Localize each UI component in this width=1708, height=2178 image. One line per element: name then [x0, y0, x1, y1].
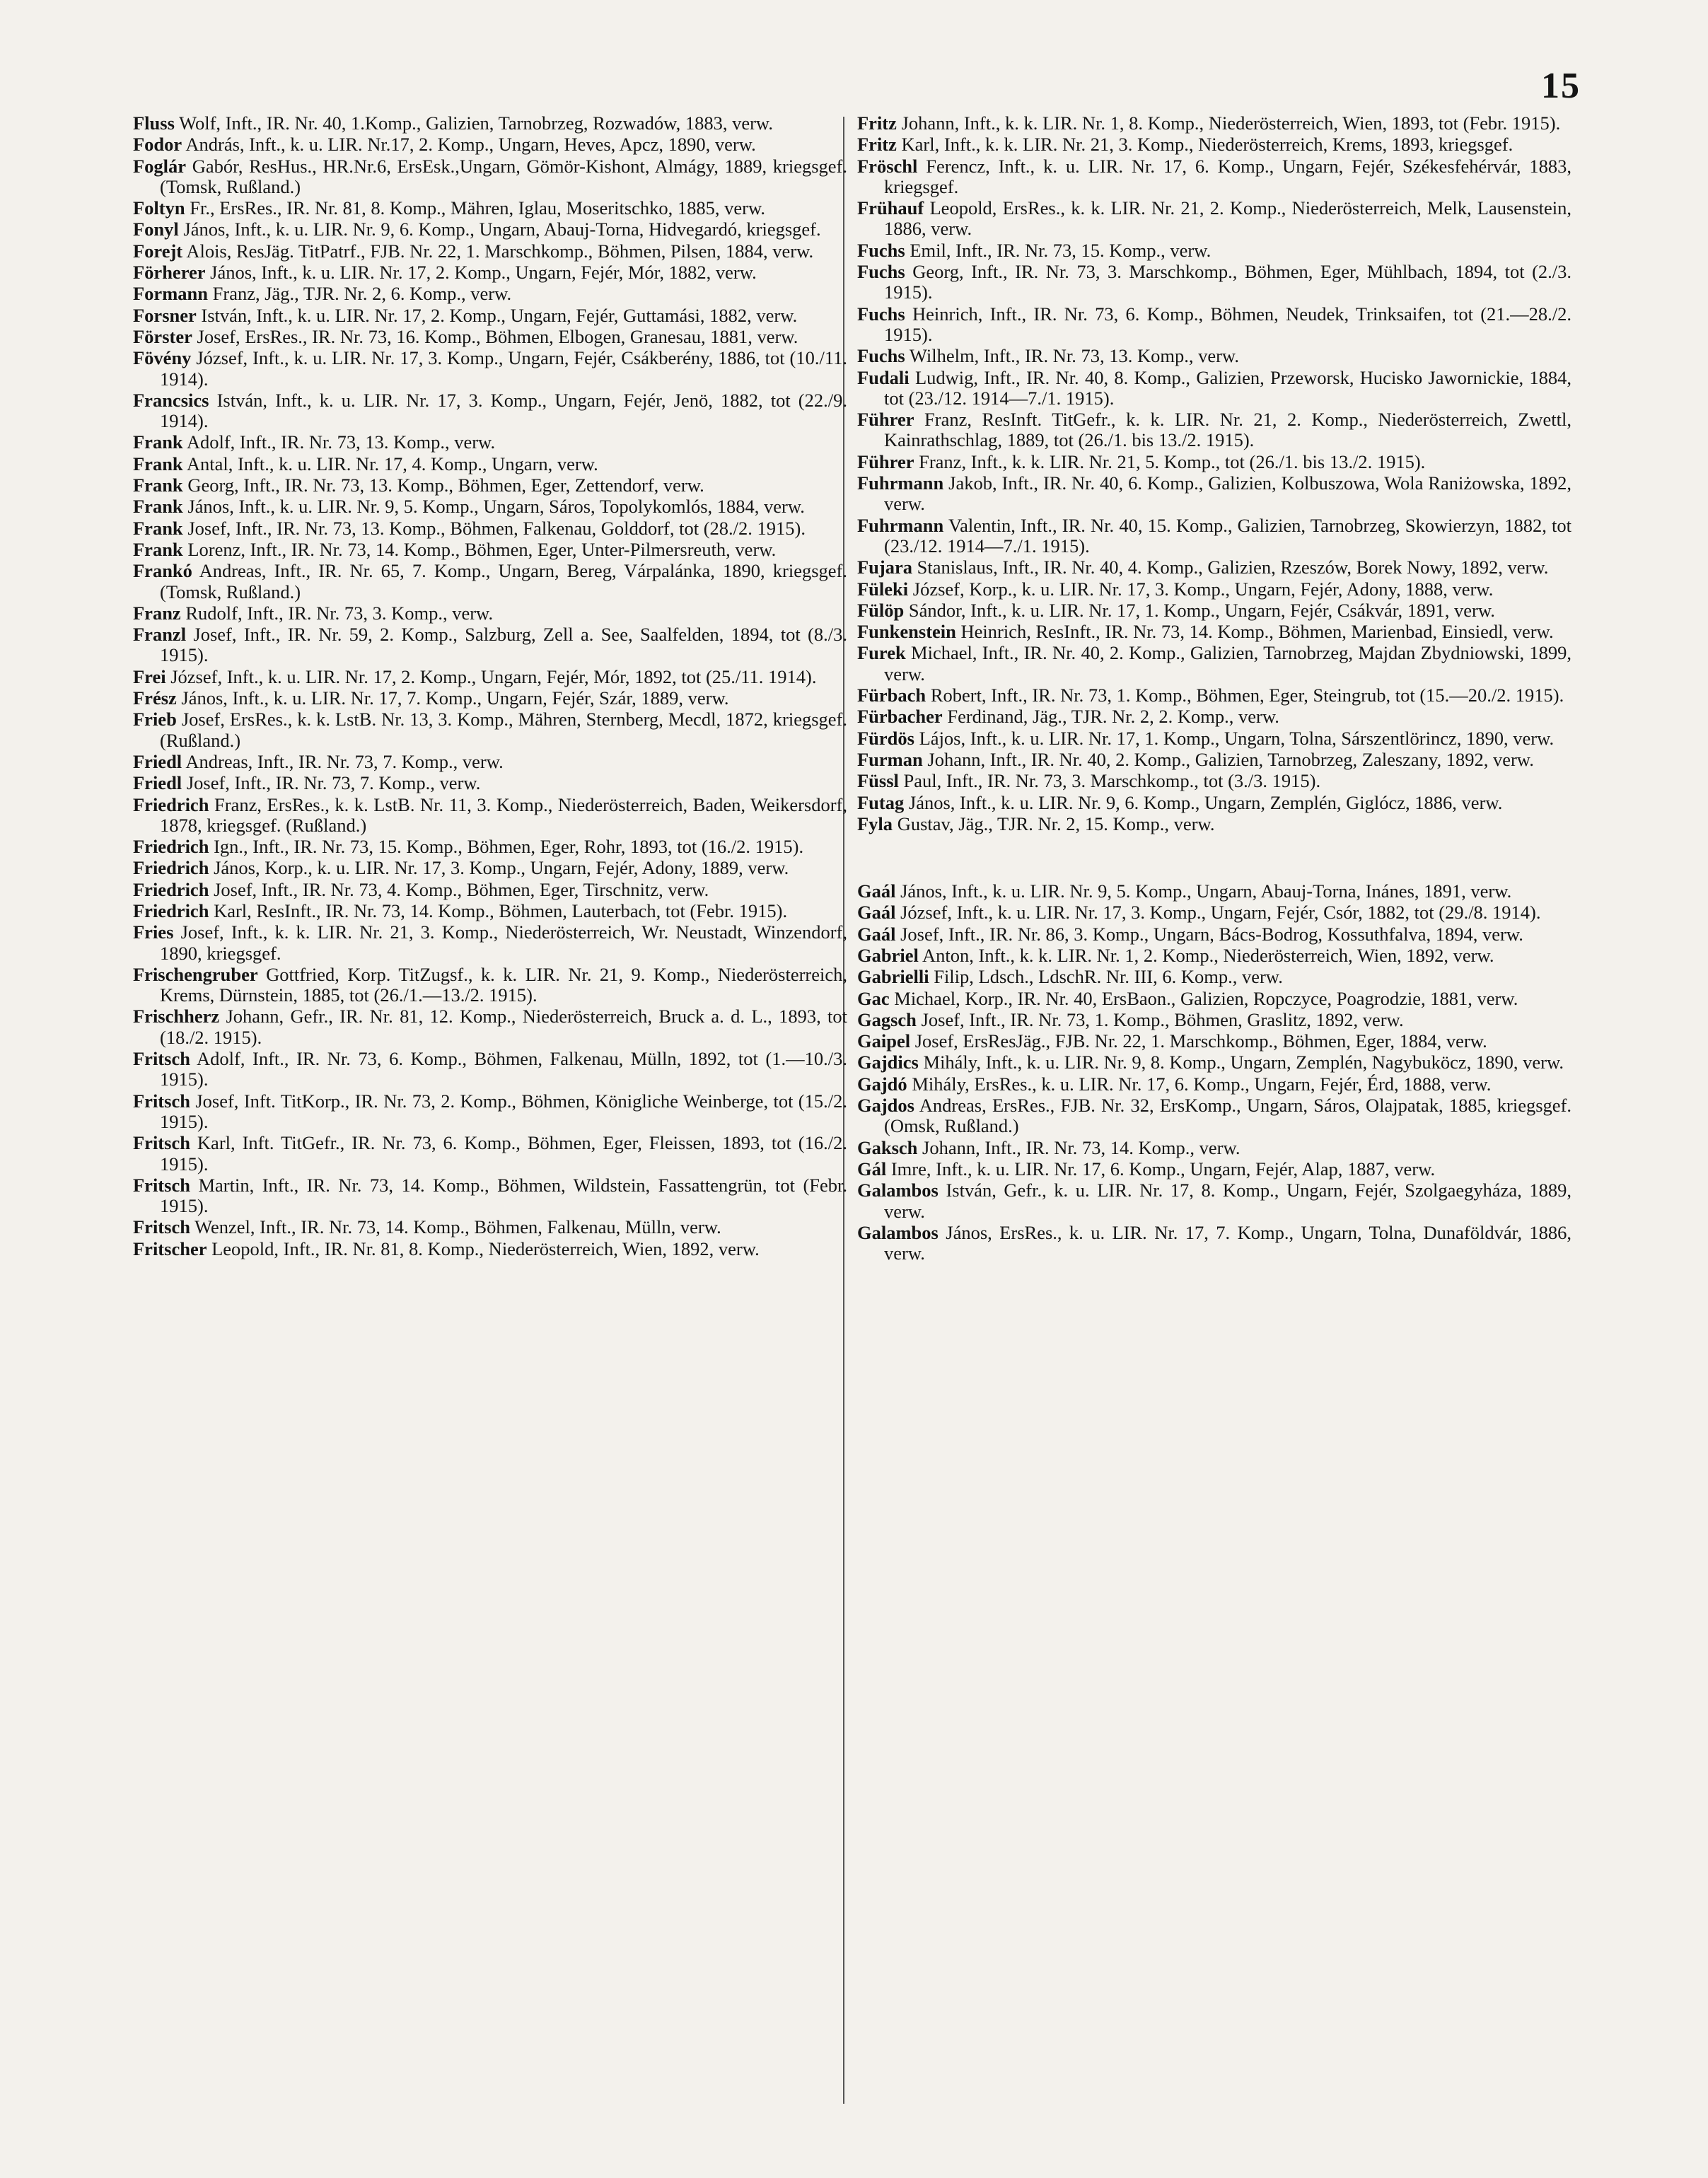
entry-surname: Füleki — [857, 578, 909, 600]
register-entry — [857, 1074, 1572, 1095]
entry-details: Franz, Inft., k. k. LIR. Nr. 21, 5. Komp., tot (26./1. bis 13./2. 1915). — [919, 450, 1426, 472]
entry-surname: Galambos — [857, 1180, 939, 1201]
entry-surname: Gaál — [857, 880, 896, 902]
entry-surname: Fövény — [133, 347, 192, 369]
entry-details: János, Inft., k. u. LIR. Nr. 9, 6. Komp., Ungarn, Zemplén, Giglócz, 1886, verw. — [908, 791, 1503, 813]
entry-surname: Fuchs — [857, 345, 905, 367]
register-entry — [857, 622, 1572, 642]
register-entry — [133, 1239, 847, 1259]
register-entry — [857, 579, 1572, 600]
entry-surname: Fudali — [857, 366, 910, 388]
register-entry — [133, 1175, 847, 1217]
register-entry — [857, 1031, 1572, 1052]
entry-surname: Frühauf — [857, 197, 924, 219]
register-entry — [133, 390, 847, 432]
register-entry — [133, 305, 847, 326]
entry-details: Karl, ResInft., IR. Nr. 73, 14. Komp., Böhmen, Lauterbach, tot (Febr. 1915). — [214, 899, 788, 921]
entry-surname: Frank — [133, 496, 183, 518]
entry-surname: Fuhrmann — [857, 472, 944, 494]
entry-details: András, Inft., k. u. LIR. Nr.17, 2. Komp., Ungarn, Heves, Apcz, 1890, verw. — [185, 134, 756, 156]
entry-details: Ign., Inft., IR. Nr. 73, 15. Komp., Böhmen, Eger, Rohr, 1893, tot (16./2. 1915). — [214, 836, 804, 858]
entry-details: Jakob, Inft., IR. Nr. 40, 6. Komp., Galizien, Kolbuszowa, Wola Raniżowska, 1892, verw. — [884, 472, 1572, 515]
entry-details: Heinrich, ResInft., IR. Nr. 73, 14. Komp., Böhmen, Marienbad, Einsiedl, verw. — [960, 621, 1554, 643]
entry-surname: Fuhrmann — [857, 514, 944, 536]
register-entry — [133, 198, 847, 219]
register-entry — [133, 432, 847, 453]
register-entry — [857, 1010, 1572, 1030]
register-entry — [857, 685, 1572, 706]
entry-surname: Friedrich — [133, 878, 209, 900]
register-entry — [133, 795, 847, 837]
register-entry — [133, 901, 847, 921]
entry-surname: Fries — [133, 921, 174, 943]
entry-surname: Funkenstein — [857, 621, 956, 643]
register-entry — [857, 240, 1572, 261]
register-entry — [857, 706, 1572, 727]
entry-surname: Fuchs — [857, 239, 905, 261]
entry-details: János, ErsRes., k. u. LIR. Nr. 17, 7. Komp., Ungarn, Tolna, Dunaföldvár, 1886, verw. — [884, 1221, 1572, 1264]
entry-details: József, Inft., k. u. LIR. Nr. 17, 3. Komp., Ungarn, Fejér, Csór, 1882, tot (29./8. 1914). — [900, 902, 1541, 924]
register-entry — [857, 113, 1572, 134]
register-entry — [857, 262, 1572, 303]
entry-details: Anton, Inft., k. k. LIR. Nr. 1, 2. Komp., Niederösterreich, Wien, 1892, verw. — [922, 944, 1494, 966]
entry-details: Lorenz, Inft., IR. Nr. 73, 14. Komp., Böhmen, Eger, Unter-Pilmersreuth, verw. — [187, 538, 777, 560]
register-entry — [857, 728, 1572, 749]
entry-surname: Gaál — [857, 902, 896, 924]
entry-surname: Franz — [133, 602, 181, 624]
register-entry — [133, 1006, 847, 1048]
entry-details: Leopold, Inft., IR. Nr. 81, 8. Komp., Niederösterreich, Wien, 1892, verw. — [211, 1238, 760, 1259]
entry-surname: Futag — [857, 791, 905, 813]
register-entry — [133, 1133, 847, 1175]
entry-surname: Franzl — [133, 624, 187, 646]
register-entry — [133, 561, 847, 602]
entry-surname: Fritsch — [133, 1048, 190, 1070]
register-entry — [133, 603, 847, 624]
entry-details: Adolf, Inft., IR. Nr. 73, 13. Komp., verw. — [186, 431, 496, 453]
entry-surname: Fujara — [857, 557, 913, 578]
entry-details: Lájos, Inft., k. u. LIR. Nr. 17, 1. Komp., Ungarn, Tolna, Sárszentlörincz, 1890, verw. — [919, 727, 1555, 749]
entry-surname: Gaál — [857, 923, 896, 945]
register-entry — [857, 793, 1572, 813]
entry-details: Johann, Inft., IR. Nr. 73, 14. Komp., verw. — [922, 1136, 1241, 1158]
entry-surname: Gajdos — [857, 1095, 914, 1117]
register-entry — [133, 113, 847, 134]
entry-details: Leopold, ErsRes., k. k. LIR. Nr. 21, 2. Komp., Niederösterreich, Melk, Lausenstein, 1886, verw. — [884, 197, 1572, 240]
entry-details: Josef, Inft., k. k. LIR. Nr. 21, 3. Komp., Niederösterreich, Wr. Neustadt, Winzendorf, 1890, kriegsgef. — [160, 921, 847, 964]
register-entry — [133, 241, 847, 262]
entry-details: Fr., ErsRes., IR. Nr. 81, 8. Komp., Mähren, Iglau, Moseritschko, 1885, verw. — [190, 197, 766, 219]
entry-surname: Fritz — [857, 134, 897, 156]
entry-surname: Frész — [133, 687, 177, 709]
entry-details: Josef, ErsRes., IR. Nr. 73, 16. Komp., Böhmen, Elbogen, Granesau, 1881, verw. — [197, 325, 798, 347]
entry-details: Wenzel, Inft., IR. Nr. 73, 14. Komp., Böhmen, Falkenau, Mülln, verw. — [194, 1216, 721, 1238]
register-entry — [857, 346, 1572, 366]
register-entry — [133, 1091, 847, 1133]
entry-details: Andreas, Inft., IR. Nr. 65, 7. Komp., Ungarn, Bereg, Várpalánka, 1890, kriegsgef. (Tomsk, Rußland.) — [160, 560, 847, 602]
page-number: 15 — [1541, 66, 1581, 106]
register-entry — [857, 1159, 1572, 1180]
entry-surname: Frank — [133, 453, 183, 474]
entry-details: Heinrich, Inft., IR. Nr. 73, 6. Komp., Böhmen, Neudek, Trinksaifen, tot (21.—28./2. 1915). — [884, 303, 1572, 345]
entry-details: Ferdinand, Jäg., TJR. Nr. 2, 2. Komp., verw. — [947, 706, 1279, 728]
entry-details: Emil, Inft., IR. Nr. 73, 15. Komp., verw. — [910, 239, 1212, 261]
entry-surname: Frischengruber — [133, 963, 258, 985]
register-entry — [857, 814, 1572, 834]
entry-details: Johann, Inft., IR. Nr. 40, 2. Komp., Galizien, Tarnobrzeg, Zaleszany, 1892, verw. — [927, 748, 1534, 770]
entry-surname: Förherer — [133, 262, 206, 284]
entry-surname: Galambos — [857, 1221, 939, 1243]
entry-surname: Gabrielli — [857, 966, 929, 988]
register-entry — [857, 924, 1572, 945]
register-entry — [857, 1180, 1572, 1222]
entry-details: Ludwig, Inft., IR. Nr. 40, 8. Komp., Galizien, Przeworsk, Hucisko Jawornickie, 1884, tot (23./12. 1914—7./1. 1915). — [884, 366, 1572, 409]
entry-details: Josef, Inft., IR. Nr. 73, 1. Komp., Böhmen, Graslitz, 1892, verw. — [921, 1008, 1404, 1030]
entry-details: Martin, Inft., IR. Nr. 73, 14. Komp., Böhmen, Wildstein, Fassattengrün, tot (Febr. 1915). — [160, 1174, 848, 1217]
entry-details: Franz, ErsRes., k. k. LstB. Nr. 11, 3. Komp., Niederösterreich, Baden, Weikersdorf, 1878, kriegsgef. (Rußland.) — [160, 793, 847, 836]
register-entry — [857, 452, 1572, 472]
entry-surname: Gaipel — [857, 1030, 911, 1052]
register-entry — [857, 945, 1572, 966]
entry-details: József, Korp., k. u. LIR. Nr. 17, 3. Komp., Ungarn, Fejér, Adony, 1888, verw. — [912, 578, 1494, 600]
entry-details: János, Inft., k. u. LIR. Nr. 9, 5. Komp., Ungarn, Abauj-Torna, Inánes, 1891, verw. — [900, 880, 1512, 902]
register-entry — [133, 219, 847, 240]
entry-surname: Gajdó — [857, 1073, 907, 1095]
entry-details: Josef, Inft., IR. Nr. 73, 13. Komp., Böhmen, Falkenau, Golddorf, tot (28./2. 1915). — [187, 517, 806, 539]
entry-details: Rudolf, Inft., IR. Nr. 73, 3. Komp., verw. — [185, 602, 494, 624]
entry-surname: Gabriel — [857, 944, 919, 966]
entry-surname: Foglár — [133, 155, 187, 177]
entry-details: Valentin, Inft., IR. Nr. 40, 15. Komp., Galizien, Tarnobrzeg, Skowierzyn, 1882, tot (23./12. 1914—7./1. 1915). — [884, 514, 1572, 557]
entry-details: Ferencz, Inft., k. u. LIR. Nr. 17, 6. Komp., Ungarn, Fejér, Székesfehérvár, 1883, kriegsgef. — [884, 155, 1572, 197]
entry-details: Michael, Korp., IR. Nr. 40, ErsBaon., Galizien, Ropczyce, Poagrodzie, 1881, verw. — [894, 987, 1518, 1009]
register-entry — [857, 600, 1572, 621]
entry-surname: Gál — [857, 1158, 887, 1180]
register-entry — [857, 989, 1572, 1009]
entry-surname: Gaksch — [857, 1136, 918, 1158]
register-entry — [133, 284, 847, 304]
entry-surname: Frei — [133, 665, 166, 687]
entry-details: Imre, Inft., k. u. LIR. Nr. 17, 6. Komp., Ungarn, Fejér, Alap, 1887, verw. — [890, 1158, 1436, 1180]
register-entry — [133, 1217, 847, 1238]
register-entry — [857, 557, 1572, 578]
entry-surname: Fluss — [133, 112, 175, 134]
entry-surname: Fuchs — [857, 303, 905, 325]
entry-surname: Friedrich — [133, 793, 209, 815]
entry-details: István, Gefr., k. u. LIR. Nr. 17, 8. Komp., Ungarn, Fejér, Szolgaegyháza, 1889, verw. — [884, 1180, 1572, 1222]
entry-surname: Frank — [133, 538, 183, 560]
register-entry — [133, 688, 847, 709]
register-entry — [857, 881, 1572, 902]
entry-details: Franz, ResInft. TitGefr., k. k. LIR. Nr. 21, 2. Komp., Niederösterreich, Zwettl, Kainrathschlag, 1889, tot (26./1. bis 13./2. 1915). — [884, 409, 1572, 451]
entry-surname: Fürbach — [857, 685, 926, 706]
entry-surname: Führer — [857, 450, 914, 472]
register-entry — [857, 409, 1572, 451]
entry-details: István, Inft., k. u. LIR. Nr. 17, 2. Komp., Ungarn, Fejér, Guttamási, 1882, verw. — [201, 304, 798, 326]
entry-surname: Forsner — [133, 304, 197, 326]
entry-surname: Friedrich — [133, 857, 209, 879]
entry-surname: Foltyn — [133, 197, 185, 219]
register-entry — [133, 709, 847, 751]
entry-details: Mihály, ErsRes., k. u. LIR. Nr. 17, 6. Komp., Ungarn, Fejér, Érd, 1888, verw. — [912, 1073, 1492, 1095]
entry-surname: Furek — [857, 642, 906, 664]
register-entry — [133, 156, 847, 198]
entry-surname: Fritsch — [133, 1132, 190, 1154]
entry-surname: Frischherz — [133, 1006, 220, 1027]
entry-details: Adolf, Inft., IR. Nr. 73, 6. Komp., Böhmen, Falkenau, Mülln, 1892, tot (1.—10./3. 1915). — [160, 1048, 847, 1090]
entry-surname: Gac — [857, 987, 890, 1009]
entry-surname: Gajdics — [857, 1052, 919, 1073]
entry-details: Johann, Gefr., IR. Nr. 81, 12. Komp., Niederösterreich, Bruck a. d. L., 1893, tot (18./2. 1915). — [160, 1006, 848, 1048]
register-entry — [857, 643, 1572, 685]
entry-surname: Friedl — [133, 772, 182, 794]
section-gap — [857, 835, 1572, 881]
entry-details: Josef, ErsResJäg., FJB. Nr. 22, 1. Marschkomp., Böhmen, Eger, 1884, verw. — [914, 1030, 1487, 1052]
register-entry — [857, 1095, 1572, 1137]
entry-details: János, Inft., k. u. LIR. Nr. 9, 5. Komp., Ungarn, Sáros, Topolykomlós, 1884, verw. — [187, 496, 805, 518]
entry-details: Gabór, ResHus., HR.Nr.6, ErsEsk.,Ungarn, Gömör-Kishont, Almágy, 1889, kriegsgef. (Tomsk, Rußland.) — [160, 155, 847, 197]
entry-surname: Füssl — [857, 770, 899, 792]
entry-details: Gustav, Jäg., TJR. Nr. 2, 15. Komp., verw. — [897, 813, 1215, 834]
entry-details: János, Inft., k. u. LIR. Nr. 17, 7. Komp., Ungarn, Fejér, Szár, 1889, verw. — [181, 687, 729, 709]
entry-details: János, Inft., k. u. LIR. Nr. 17, 2. Komp., Ungarn, Fejér, Mór, 1882, verw. — [210, 262, 757, 284]
register-entry — [857, 902, 1572, 923]
register-entry — [857, 1138, 1572, 1158]
entry-details: József, Inft., k. u. LIR. Nr. 17, 3. Komp., Ungarn, Fejér, Csákberény, 1886, tot (10./11. 1914). — [160, 347, 847, 390]
register-entry — [857, 473, 1572, 515]
register-entry — [857, 304, 1572, 346]
entry-surname: Fyla — [857, 813, 893, 834]
register-entry — [857, 771, 1572, 791]
register-entry — [133, 965, 847, 1006]
register-entry — [857, 368, 1572, 409]
register-entry — [133, 752, 847, 772]
register-entry — [857, 1052, 1572, 1073]
entry-surname: Francsics — [133, 389, 209, 411]
entry-surname: Fritscher — [133, 1238, 207, 1259]
entry-surname: Fritsch — [133, 1090, 190, 1112]
register-entry — [133, 454, 847, 474]
register-entry — [133, 262, 847, 283]
entry-surname: Friedrich — [133, 836, 209, 858]
entry-surname: Fülöp — [857, 599, 905, 621]
register-entry — [857, 750, 1572, 770]
entry-details: Karl, Inft. TitGefr., IR. Nr. 73, 6. Komp., Böhmen, Eger, Fleissen, 1893, tot (16./2. 1915). — [160, 1132, 847, 1175]
register-entry — [857, 967, 1572, 987]
register-entry — [133, 496, 847, 517]
entry-details: Georg, Inft., IR. Nr. 73, 13. Komp., Böhmen, Eger, Zettendorf, verw. — [187, 474, 704, 496]
entry-details: Stanislaus, Inft., IR. Nr. 40, 4. Komp., Galizien, Rzeszów, Borek Nowy, 1892, verw. — [917, 557, 1549, 578]
entry-details: Karl, Inft., k. k. LIR. Nr. 21, 3. Komp., Niederösterreich, Krems, 1893, kriegsgef. — [901, 134, 1514, 156]
entry-surname: Fritz — [857, 112, 897, 134]
entry-details: Josef, ErsRes., k. k. LstB. Nr. 13, 3. Komp., Mähren, Sternberg, Mecdl, 1872, kriegsgef. (Rußland.) — [160, 709, 847, 751]
entry-details: Josef, Inft., IR. Nr. 73, 4. Komp., Böhmen, Eger, Tirschnitz, verw. — [214, 878, 709, 900]
right-column — [857, 113, 1572, 1264]
entry-surname: Friedl — [133, 750, 182, 772]
entry-details: Josef, Inft., IR. Nr. 86, 3. Komp., Ungarn, Bács-Bodrog, Kossuthfalva, 1894, verw. — [900, 923, 1523, 945]
entry-surname: Gagsch — [857, 1008, 917, 1030]
entry-details: István, Inft., k. u. LIR. Nr. 17, 3. Komp., Ungarn, Fejér, Jenö, 1882, tot (22./9. 1914). — [160, 389, 847, 432]
entry-details: János, Inft., k. u. LIR. Nr. 9, 6. Komp., Ungarn, Abauj-Torna, Hidvegardó, kriegsgef. — [183, 219, 821, 240]
entry-details: Wolf, Inft., IR. Nr. 40, 1.Komp., Galizien, Tarnobrzeg, Rozwadów, 1883, verw. — [179, 112, 773, 134]
register-entry — [133, 667, 847, 687]
register-entry — [133, 773, 847, 793]
register-entry — [133, 327, 847, 347]
register-entry — [133, 624, 847, 666]
register-entry — [857, 1223, 1572, 1264]
entry-details: Alois, ResJäg. TitPatrf., FJB. Nr. 22, 1. Marschkomp., Böhmen, Pilsen, 1884, verw. — [186, 240, 814, 262]
entry-surname: Fonyl — [133, 219, 179, 240]
entry-details: Robert, Inft., IR. Nr. 73, 1. Komp., Böhmen, Eger, Steingrub, tot (15.—20./2. 1915). — [930, 685, 1564, 706]
entry-surname: Forejt — [133, 240, 183, 262]
register-entry — [133, 348, 847, 390]
left-column — [133, 113, 847, 1260]
entry-details: Josef, Inft., IR. Nr. 73, 7. Komp., verw. — [186, 772, 481, 794]
entry-surname: Fritsch — [133, 1174, 190, 1196]
entry-surname: Frankó — [133, 560, 192, 582]
entry-details: Josef, Inft. TitKorp., IR. Nr. 73, 2. Komp., Böhmen, Königliche Weinberge, tot (15./2. 1915). — [160, 1090, 847, 1132]
entry-details: Paul, Inft., IR. Nr. 73, 3. Marschkomp., tot (3./3. 1915). — [903, 770, 1321, 792]
register-entry — [857, 516, 1572, 557]
register-entry — [133, 837, 847, 857]
entry-details: Michael, Inft., IR. Nr. 40, 2. Komp., Galizien, Tarnobrzeg, Majdan Zbydniowski, 1899, verw. — [884, 642, 1572, 685]
entry-details: Gottfried, Korp. TitZugsf., k. k. LIR. Nr. 21, 9. Komp., Niederösterreich, Krems, Dürnstein, 1885, tot (26./1.—13./2. 1915). — [160, 963, 848, 1006]
entry-surname: Friedrich — [133, 899, 209, 921]
entry-surname: Führer — [857, 409, 914, 431]
entry-surname: Fürbacher — [857, 706, 943, 728]
entry-surname: Formann — [133, 283, 208, 305]
entry-details: József, Inft., k. u. LIR. Nr. 17, 2. Komp., Ungarn, Fejér, Mór, 1892, tot (25./11. 1914). — [170, 665, 817, 687]
register-entry — [133, 880, 847, 900]
entry-details: Georg, Inft., IR. Nr. 73, 3. Marschkomp., Böhmen, Eger, Mühlbach, 1894, tot (2./3. 1915). — [884, 261, 1572, 303]
entry-surname: Frank — [133, 431, 183, 453]
entry-details: Mihály, Inft., k. u. LIR. Nr. 9, 8. Komp., Ungarn, Zemplén, Nagybuköcz, 1890, verw. — [923, 1052, 1564, 1073]
entry-surname: Furman — [857, 748, 923, 770]
register-entry — [133, 134, 847, 155]
entry-surname: Förster — [133, 325, 192, 347]
register-entry — [133, 1049, 847, 1090]
entry-details: Filip, Ldsch., LdschR. Nr. III, 6. Komp., verw. — [934, 966, 1283, 988]
entry-surname: Frank — [133, 474, 183, 496]
entry-surname: Fröschl — [857, 155, 918, 177]
register-entry — [857, 134, 1572, 155]
register-entry — [857, 198, 1572, 240]
entry-details: Andreas, Inft., IR. Nr. 73, 7. Komp., verw. — [185, 750, 504, 772]
register-entry — [133, 922, 847, 964]
entry-details: Antal, Inft., k. u. LIR. Nr. 17, 4. Komp., Ungarn, verw. — [186, 453, 598, 474]
entry-surname: Fuchs — [857, 261, 905, 283]
register-entry — [857, 156, 1572, 198]
entry-surname: Frieb — [133, 709, 177, 730]
entry-surname: Fürdös — [857, 727, 914, 749]
entry-details: Andreas, ErsRes., FJB. Nr. 32, ErsKomp., Ungarn, Sáros, Olajpatak, 1885, kriegsgef. (Omsk, Rußland.) — [884, 1095, 1572, 1137]
register-entry — [133, 518, 847, 539]
entry-details: Wilhelm, Inft., IR. Nr. 73, 13. Komp., verw. — [909, 345, 1239, 367]
register-entry — [133, 858, 847, 878]
entry-surname: Fritsch — [133, 1216, 190, 1238]
entry-surname: Frank — [133, 517, 183, 539]
entry-details: Johann, Inft., k. k. LIR. Nr. 1, 8. Komp., Niederösterreich, Wien, 1893, tot (Febr. 1915). — [901, 112, 1561, 134]
register-entry — [133, 475, 847, 496]
register-entry — [133, 540, 847, 560]
entry-details: Franz, Jäg., TJR. Nr. 2, 6. Komp., verw. — [212, 283, 512, 305]
entry-details: Josef, Inft., IR. Nr. 59, 2. Komp., Salzburg, Zell a. See, Saalfelden, 1894, tot (8./3. 1915). — [160, 624, 847, 666]
entry-surname: Fodor — [133, 134, 182, 156]
entry-details: János, Korp., k. u. LIR. Nr. 17, 3. Komp., Ungarn, Fejér, Adony, 1889, verw. — [214, 857, 789, 879]
entry-details: Sándor, Inft., k. u. LIR. Nr. 17, 1. Komp., Ungarn, Fejér, Csákvár, 1891, verw. — [908, 599, 1495, 621]
